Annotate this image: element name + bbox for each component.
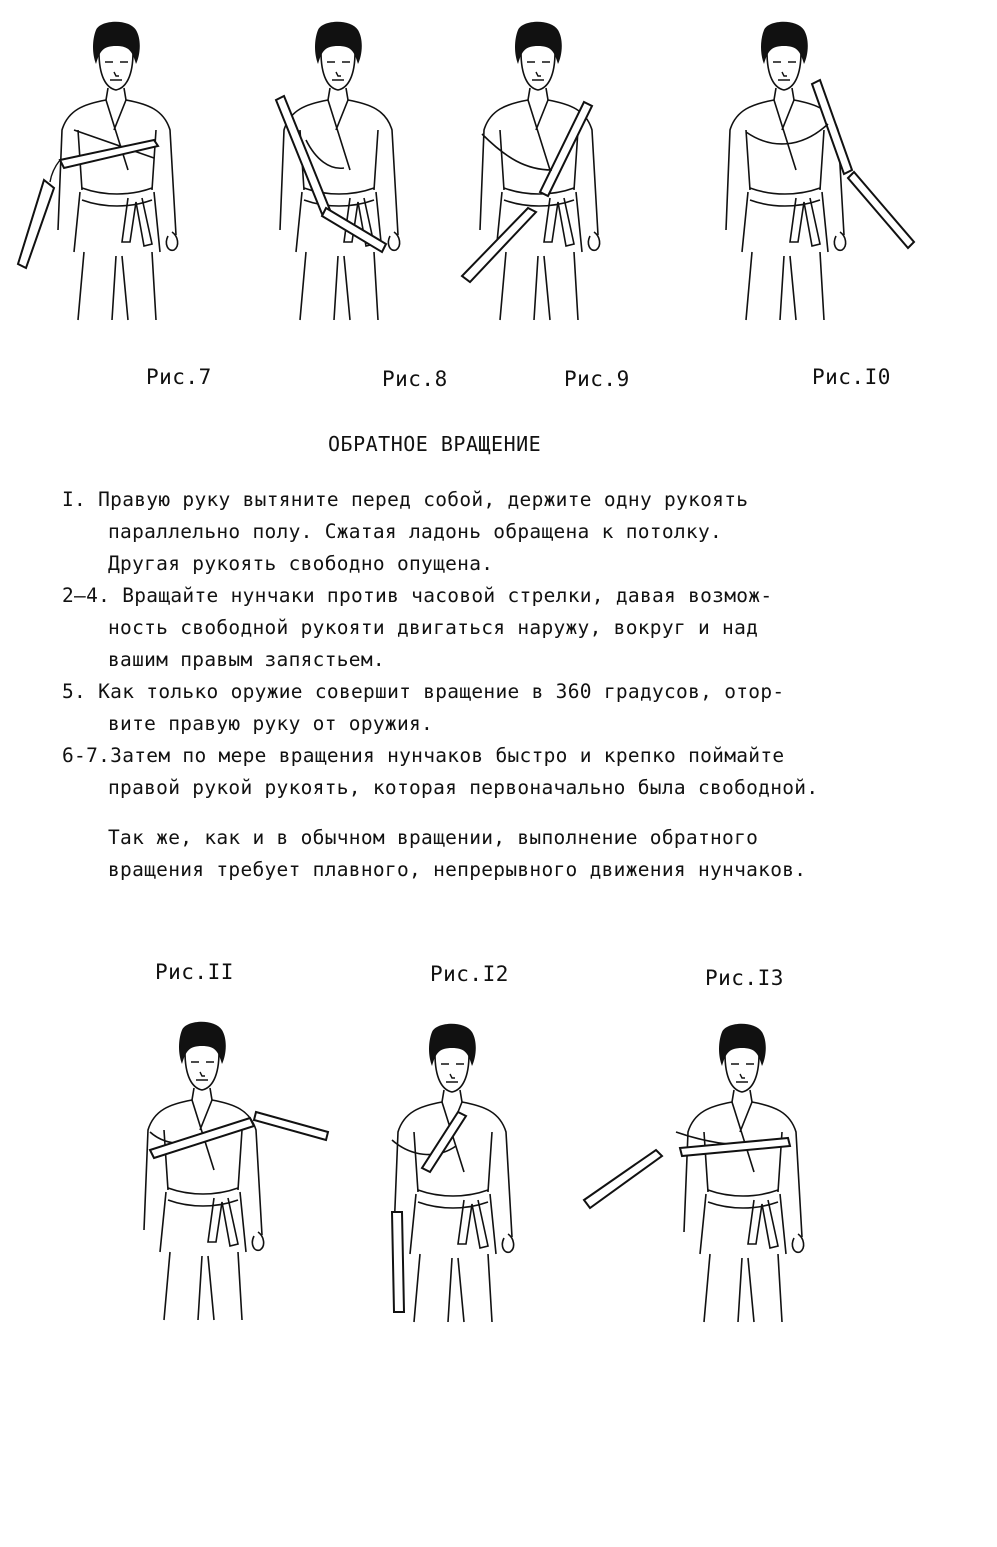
figure-9-illustration	[456, 20, 626, 360]
figure-11-caption: Рис.II	[155, 960, 234, 984]
summary-line-1: Так же, как и в обычном вращении, выполнение обратного	[108, 826, 759, 849]
summary-line-2: вращения требует плавного, непрерывного движения нунчаков.	[108, 858, 807, 881]
figure-11	[110, 1020, 340, 1350]
figure-7	[14, 20, 214, 360]
step-2-4-line-1: Вращайте нунчаки против часовой стрелки, давая возмож-	[122, 584, 773, 607]
figure-9-caption: Рис.9	[564, 367, 630, 391]
step-6-7-line-2: правой рукой рукоять, которая первоначально была свободной.	[108, 776, 819, 799]
step-6-7-number: 6-7.	[62, 744, 111, 767]
figure-10	[712, 20, 922, 360]
figure-10-caption: Рис.I0	[812, 365, 891, 389]
step-5-line-2: вите правую руку от оружия.	[108, 712, 434, 735]
step-2-4	[62, 580, 772, 676]
step-1-number: I.	[62, 488, 87, 511]
figure-8-caption: Рис.8	[382, 367, 448, 391]
figure-7-caption: Рис.7	[146, 365, 212, 389]
figure-8	[266, 20, 426, 360]
figure-13	[580, 1022, 880, 1352]
figure-7-illustration	[14, 20, 214, 360]
step-6-7-line-1: Затем по мере вращения нунчаков быстро и крепко поймайте	[110, 744, 785, 767]
step-1	[62, 484, 748, 580]
step-1-line-1: Правую руку вытяните перед собой, держите одну рукоять	[98, 488, 749, 511]
figure-13-illustration	[580, 1022, 880, 1352]
step-2-4-line-3: вашим правым запястьем.	[108, 648, 385, 671]
figure-10-illustration	[712, 20, 922, 360]
figure-12-caption: Рис.I2	[430, 962, 509, 986]
step-2-4-line-2: ность свободной рукояти двигаться наружу, вокруг и над	[108, 616, 759, 639]
figure-8-illustration	[266, 20, 426, 360]
figure-13-caption: Рис.I3	[705, 966, 784, 990]
step-1-line-2: параллельно полу. Сжатая ладонь обращена к потолку.	[108, 520, 723, 543]
step-1-line-3: Другая рукоять свободно опущена.	[108, 552, 494, 575]
summary-paragraph	[108, 822, 806, 886]
figure-11-illustration	[110, 1020, 340, 1350]
figure-9	[456, 20, 626, 360]
step-2-4-number: 2—4.	[62, 584, 111, 607]
step-6-7	[62, 740, 818, 804]
figure-12-illustration	[360, 1022, 540, 1352]
figure-12	[360, 1022, 540, 1352]
step-5-line-1: Как только оружие совершит вращение в 360 градусов, отор-	[98, 680, 785, 703]
step-5-number: 5.	[62, 680, 87, 703]
step-5	[62, 676, 784, 740]
section-title: ОБРАТНОЕ ВРАЩЕНИЕ	[328, 432, 542, 456]
